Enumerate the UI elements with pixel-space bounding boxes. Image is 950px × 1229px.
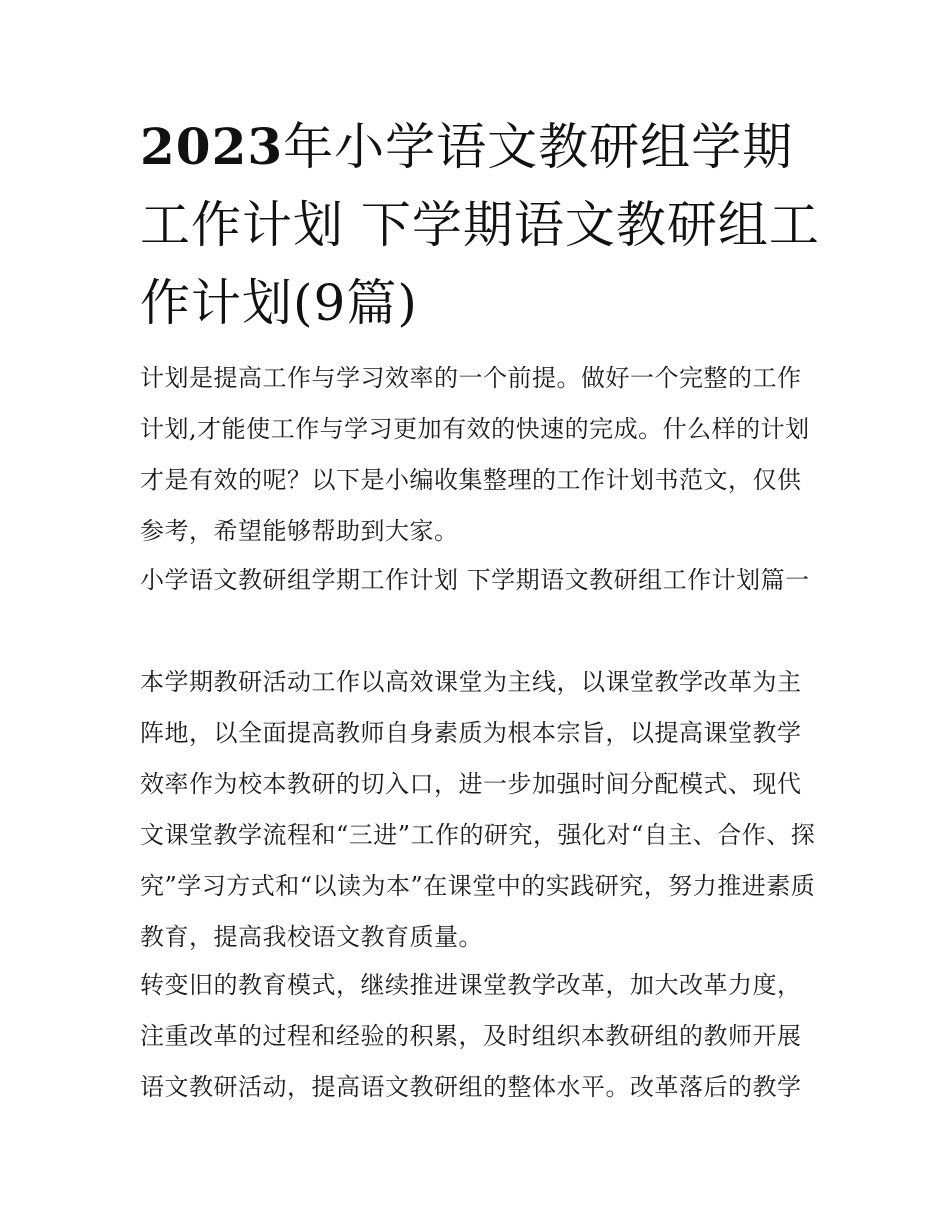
body-paragraph-1: 本学期教研活动工作以高效课堂为主线，以课堂教学改革为主阵地，以全面提高教师自身素质为根本宗旨，以提高课堂教学效率作为校本教研的切入口，进一步加强时间分配模式、现代文课堂教学流程和“三进”工作的研究，强化对“自主、合作、探究”学习方式和“以读为本”在课堂中的实践研究，努力推进素质教育，提高我校语文教育质量。 bbox=[140, 668, 816, 951]
document-title: 2023年小学语文教研组学期工作计划 下学期语文教研组工作计划(9篇) bbox=[140, 117, 820, 332]
section-heading: 小学语文教研组学期工作计划 下学期语文教研组工作计划篇一 bbox=[140, 566, 810, 594]
title-year: 2023 bbox=[140, 117, 284, 176]
body-paragraph-2: 转变旧的教育模式，继续推进课堂教学改革，加大改革力度，注重改革的过程和经验的积累，及时组织本教研组的教师开展语文教研活动，提高语文教研组的整体水平。改革落后的教学 bbox=[140, 971, 802, 1101]
intro-paragraph: 计划是提高工作与学习效率的一个前提。做好一个完整的工作计划,才能使工作与学习更加有效的快速的完成。什么样的计划才是有效的呢？以下是小编收集整理的工作计划书范文，仅供参考，希望能够帮助到大家。 bbox=[140, 364, 810, 545]
